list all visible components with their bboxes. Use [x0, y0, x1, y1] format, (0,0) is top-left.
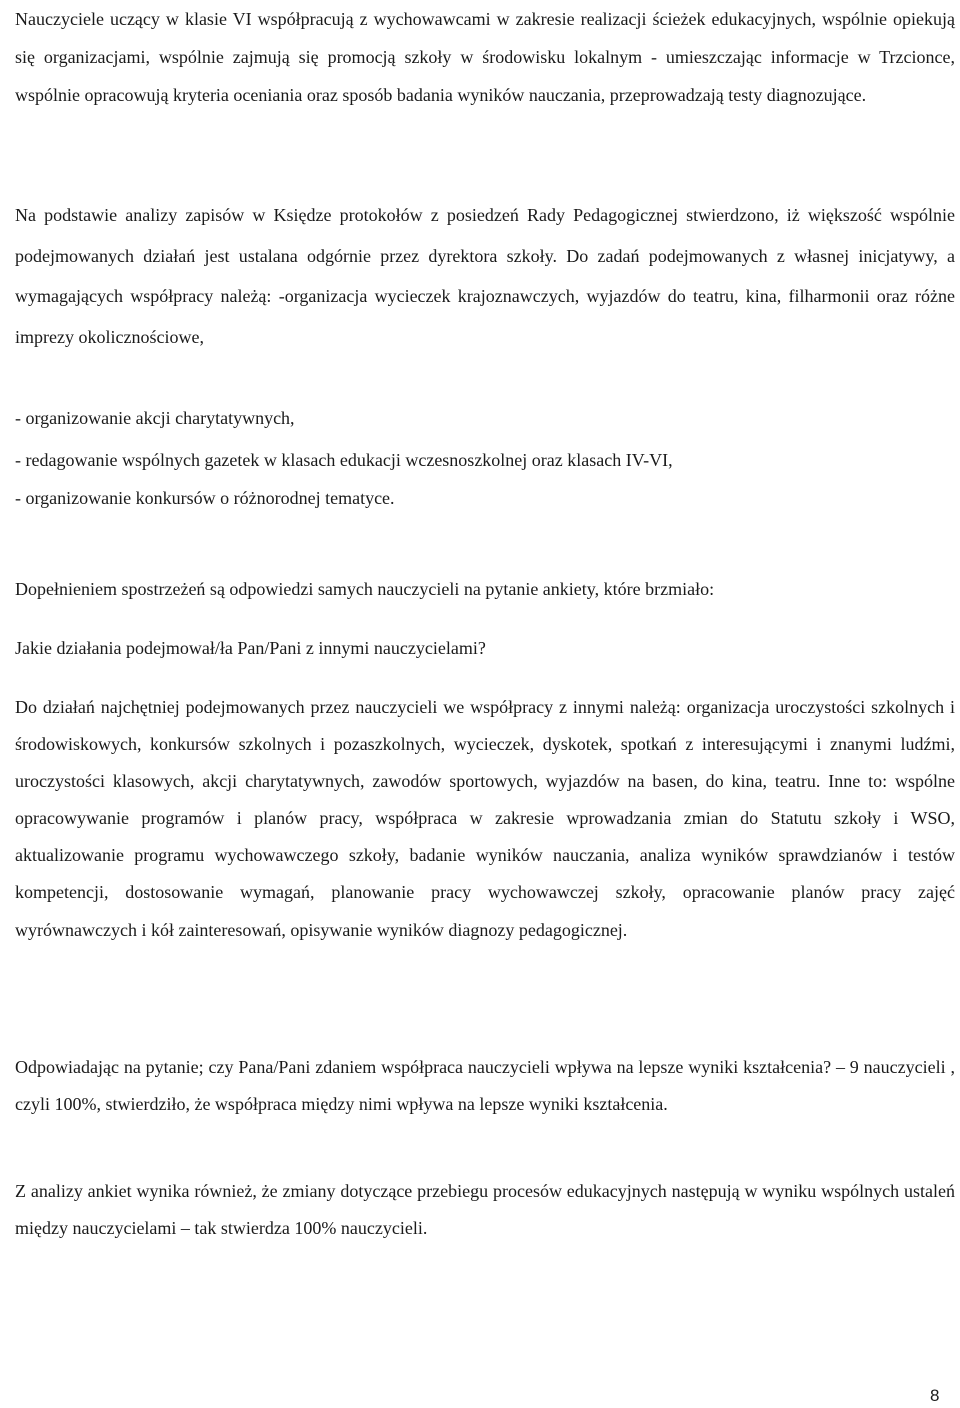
page-number: 8	[930, 1386, 940, 1405]
list-item: - redagowanie wspólnych gazetek w klasach edukacji wczesnoszkolnej oraz klasach IV-VI,	[15, 450, 673, 470]
list-item: - organizowanie akcji charytatywnych,	[15, 408, 295, 428]
paragraph-cooperation-class-vi: Nauczyciele uczący w klasie VI współpracują z wychowawcami w zakresie realizacji ścieżek edukacyjnych, wspólnie opiekują się organizacjami, wspólnie zajmują się promocją szkoły w środowisku lokalnym - umieszczając informacje w Trzcionce, wspólnie opracowują kryteria oceniania oraz sposób badania wyników nauczania, przeprowadzają testy diagnozujące.	[15, 9, 955, 106]
paragraph-results-question: Odpowiadając na pytanie; czy Pana/Pani zdaniem współpraca nauczycieli wpływa na lepsze wyniki kształcenia? – 9 nauczycieli , czyli 100%, stwierdziło, że współpraca między nimi wpływa na lepsze wyniki kształcenia.	[15, 1057, 955, 1114]
survey-question: Jakie działania podejmował/ła Pan/Pani z innymi nauczycielami?	[15, 638, 486, 658]
paragraph-survey-conclusion: Z analizy ankiet wynika również, że zmiany dotyczące przebiegu procesów edukacyjnych następują w wyniku wspólnych ustaleń między nauczycielami – tak stwierdza 100% nauczycieli.	[15, 1181, 955, 1238]
survey-intro: Dopełnieniem spostrzeżeń są odpowiedzi samych nauczycieli na pytanie ankiety, które brzmiało:	[15, 579, 715, 599]
list-item: - organizowanie konkursów o różnorodnej tematyce.	[15, 488, 395, 508]
paragraph-survey-answers: Do działań najchętniej podejmowanych przez nauczycieli we współpracy z innymi należą: organizacja uroczystości szkolnych i środowiskowych, konkursów szkolnych i pozaszkolnych, wycieczek, dyskotek, spotkań z interesującymi i znanymi ludźmi, uroczystości klasowych, akcji charytatywnych, zawodów sportowych, wyjazdów na basen, do kina, teatru. Inne to: wspólne opracowywanie programów i planów pracy, współpraca w zakresie wprowadzania zmian do Statutu szkoły i WSO, aktualizowanie programu wychowawczego szkoły, badanie wyników nauczania, analiza wyników sprawdzianów i testów kompetencji, dostosowanie wymagań, planowanie pracy wychowawczej szkoły, opracowanie planów pracy zajęć wyrównawczych i kół zainteresowań, opisywanie wyników diagnozy pedagogicznej.	[15, 697, 955, 940]
paragraph-protocol-analysis: Na podstawie analizy zapisów w Księdze protokołów z posiedzeń Rady Pedagogicznej stwierdzono, iż większość wspólnie podejmowanych działań jest ustalana odgórnie przez dyrektora szkoły. Do zadań podejmowanych z własnej inicjatywy, a wymagających współpracy należą: -organizacja wycieczek krajoznawczych, wyjazdów do teatru, kina, filharmonii oraz różne imprezy okolicznościowe,	[15, 205, 955, 347]
